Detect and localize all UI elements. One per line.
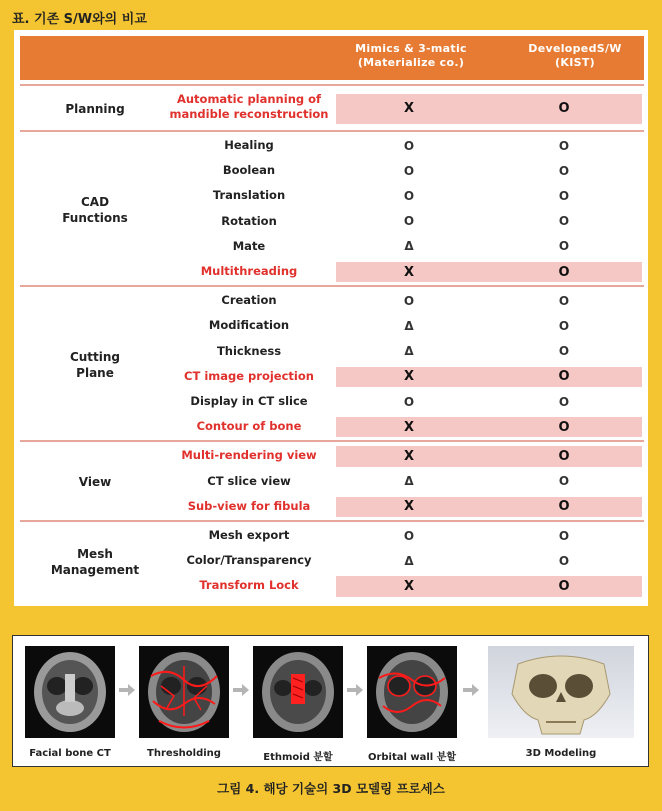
feature-label: Contour of bone bbox=[196, 419, 302, 434]
ethmoid-thumbnail bbox=[253, 646, 343, 738]
developed-support-mark: O bbox=[558, 369, 570, 385]
process-figure bbox=[12, 635, 649, 767]
mimics-support-mark: O bbox=[403, 138, 415, 153]
arrow-right-icon bbox=[119, 684, 135, 696]
highlight-row-bg bbox=[336, 94, 642, 124]
3d-skull-thumbnail bbox=[488, 646, 634, 738]
step-label: Facial bone CT bbox=[29, 748, 111, 759]
highlight-row-bg bbox=[336, 417, 642, 437]
feature-label: Display in CT slice bbox=[190, 394, 308, 408]
feature-label: Rotation bbox=[221, 213, 277, 228]
mimics-support-mark: O bbox=[403, 163, 415, 178]
mimics-support-mark: X bbox=[403, 369, 415, 385]
developed-support-mark: O bbox=[558, 419, 570, 435]
table-header bbox=[20, 36, 644, 80]
feature-label: Multi-rendering view bbox=[181, 448, 317, 463]
developed-support-mark: O bbox=[558, 579, 570, 594]
developed-support-mark: O bbox=[558, 449, 570, 464]
mimics-support-mark: X bbox=[403, 499, 415, 515]
mimics-support-mark: O bbox=[403, 293, 415, 308]
section-divider bbox=[20, 130, 644, 132]
mimics-support-mark: X bbox=[403, 101, 415, 116]
step-label: Ethmoid 분할 bbox=[263, 752, 333, 763]
mimics-support-mark: X bbox=[403, 264, 415, 280]
feature-label: Thickness bbox=[216, 343, 282, 358]
developed-support-mark: O bbox=[558, 189, 570, 203]
mimics-support-mark: X bbox=[403, 419, 415, 435]
step-label: 3D Modeling bbox=[525, 748, 597, 759]
mimics-support-mark: Δ bbox=[404, 474, 414, 489]
section-divider bbox=[20, 520, 644, 522]
developed-support-mark: O bbox=[558, 214, 570, 229]
header-mimics: Mimics & 3-matic (Materialize co.) bbox=[355, 42, 467, 69]
thresholding-thumbnail bbox=[139, 646, 229, 738]
mimics-support-mark: O bbox=[403, 214, 415, 229]
mimics-support-mark: O bbox=[403, 528, 415, 543]
group-label: View bbox=[78, 475, 112, 490]
step-label: Orbital wall 분할 bbox=[367, 752, 457, 763]
developed-support-mark: O bbox=[558, 293, 570, 308]
feature-label: Boolean bbox=[222, 163, 276, 178]
feature-label: Automatic planning of mandible reconstruction bbox=[169, 92, 329, 121]
highlight-row-bg bbox=[336, 367, 642, 387]
developed-support-mark: O bbox=[558, 319, 570, 333]
mimics-support-mark: X bbox=[403, 449, 415, 464]
mimics-support-mark: Δ bbox=[404, 319, 414, 333]
comparison-table bbox=[14, 30, 648, 606]
group-label: Planning bbox=[65, 102, 125, 116]
developed-support-mark: O bbox=[558, 474, 570, 489]
mimics-support-mark: O bbox=[403, 394, 415, 409]
feature-label: Sub-view for fibula bbox=[187, 498, 311, 513]
arrow-right-icon bbox=[347, 684, 363, 696]
step-label: Thresholding bbox=[147, 748, 221, 759]
section-divider bbox=[20, 440, 644, 442]
mimics-support-mark: Δ bbox=[404, 239, 414, 254]
developed-support-mark: O bbox=[558, 553, 570, 568]
feature-label: Color/Transparency bbox=[186, 553, 312, 568]
ct-thumbnail bbox=[25, 646, 115, 738]
developed-support-mark: O bbox=[558, 138, 570, 153]
figure-caption: 그림 4. 해당 기술의 3D 모델링 프로세스 bbox=[217, 781, 445, 796]
developed-support-mark: O bbox=[558, 264, 570, 280]
highlight-row-bg bbox=[336, 576, 642, 596]
group-label: Cutting Plane bbox=[69, 349, 121, 380]
section-divider bbox=[20, 285, 644, 287]
feature-label: CT image projection bbox=[184, 368, 314, 383]
arrow-right-icon bbox=[463, 684, 479, 696]
highlight-row-bg bbox=[336, 262, 642, 282]
mimics-support-mark: O bbox=[403, 189, 415, 203]
developed-support-mark: O bbox=[558, 499, 570, 515]
mimics-support-mark: Δ bbox=[404, 553, 414, 568]
feature-label: Transform Lock bbox=[199, 578, 299, 593]
table-caption: 표. 기존 S/W와의 비교 bbox=[12, 12, 147, 27]
highlight-row-bg bbox=[336, 446, 642, 466]
feature-label: CT slice view bbox=[207, 473, 291, 488]
feature-label: Healing bbox=[224, 138, 274, 152]
developed-support-mark: O bbox=[558, 101, 570, 116]
section-divider bbox=[20, 84, 644, 86]
feature-label: Translation bbox=[212, 188, 286, 203]
feature-label: Mate bbox=[232, 238, 266, 253]
developed-support-mark: O bbox=[558, 163, 570, 178]
mimics-support-mark: X bbox=[403, 579, 415, 594]
header-developed: DevelopedS/W (KIST) bbox=[528, 42, 622, 69]
feature-label: Multithreading bbox=[200, 264, 298, 278]
group-label: Mesh Management bbox=[50, 546, 140, 577]
developed-support-mark: O bbox=[558, 528, 570, 543]
mimics-support-mark: Δ bbox=[404, 344, 414, 359]
developed-support-mark: O bbox=[558, 344, 570, 359]
feature-label: Mesh export bbox=[208, 528, 290, 542]
highlight-row-bg bbox=[336, 497, 642, 517]
feature-label: Modification bbox=[208, 318, 290, 333]
arrow-right-icon bbox=[233, 684, 249, 696]
developed-support-mark: O bbox=[558, 239, 570, 254]
feature-label: Creation bbox=[221, 293, 277, 308]
orbital-wall-thumbnail bbox=[367, 646, 457, 738]
developed-support-mark: O bbox=[558, 394, 570, 409]
group-label: CAD Functions bbox=[62, 194, 128, 225]
